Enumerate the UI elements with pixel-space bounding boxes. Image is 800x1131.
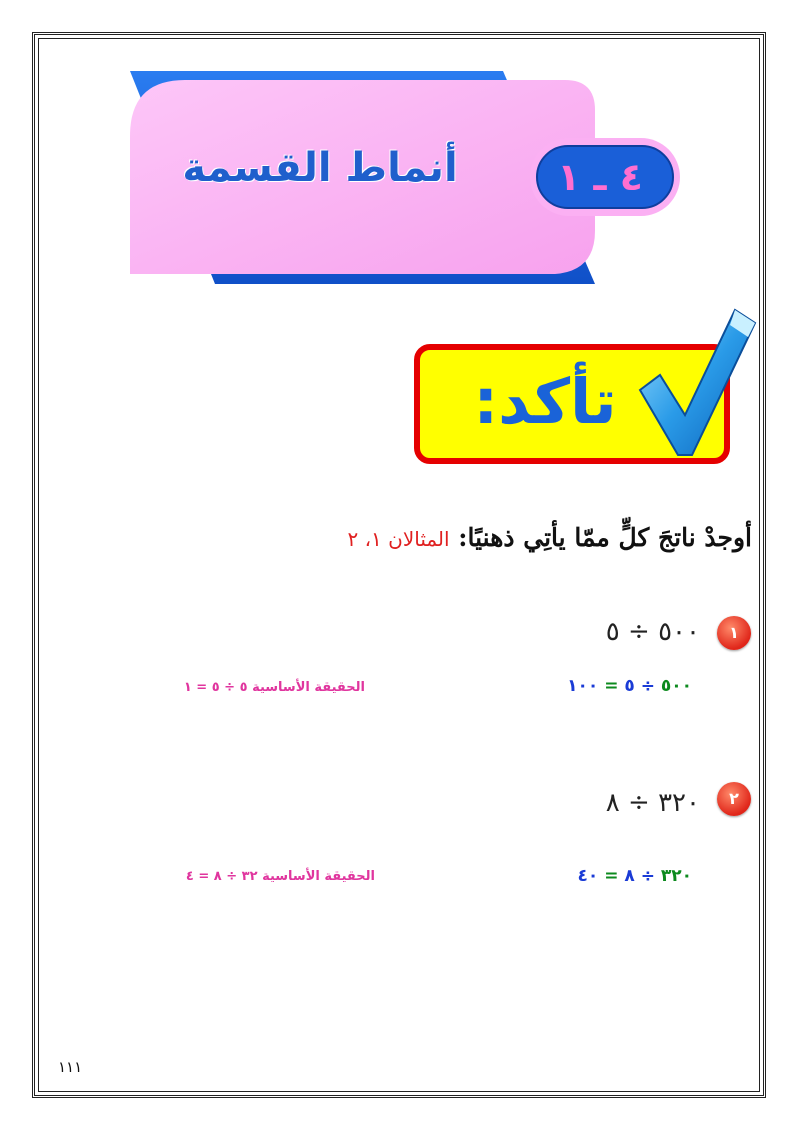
- checkmark-icon: [630, 305, 760, 465]
- answer-divisor: ٥: [624, 676, 635, 696]
- answer-operator: ÷: [640, 866, 655, 886]
- answer-divisor: ٨: [624, 866, 635, 886]
- answer-equals: =: [604, 676, 619, 696]
- lesson-title: أنماط القسمة: [182, 145, 458, 191]
- page-number: ١١١: [58, 1058, 83, 1076]
- basic-fact: الحقيقة الأساسية ٥ ÷ ٥ = ١: [183, 680, 365, 695]
- exercise-problem: ٥٠٠ ÷ ٥: [605, 617, 700, 647]
- answer-equals: =: [604, 866, 619, 886]
- lesson-number: ٤ ـ ١: [557, 155, 643, 199]
- answer-dividend: ٣٢٠: [660, 866, 692, 886]
- exercise-problem: ٣٢٠ ÷ ٨: [605, 788, 700, 818]
- answer-result: ١٠٠: [567, 676, 599, 696]
- check-heading: تأكد:: [473, 365, 617, 438]
- answer-operator: ÷: [640, 676, 655, 696]
- example-reference: المثالان ١، ٢: [347, 527, 450, 551]
- exercise-badge: ١: [717, 616, 751, 650]
- answer-dividend: ٥٠٠: [660, 676, 692, 696]
- answer-result: ٤٠: [577, 866, 599, 886]
- exercise-badge: ٢: [717, 782, 751, 816]
- exercise-answer: [578, 866, 692, 886]
- instruction-line: [232, 523, 752, 552]
- instruction-text: أوجدْ ناتجَ كلٍّ ممّا يأتِي ذهنيًا:: [458, 523, 752, 552]
- basic-fact: الحقيقة الأساسية ٣٢ ÷ ٨ = ٤: [185, 869, 375, 884]
- exercise-answer: [567, 676, 692, 696]
